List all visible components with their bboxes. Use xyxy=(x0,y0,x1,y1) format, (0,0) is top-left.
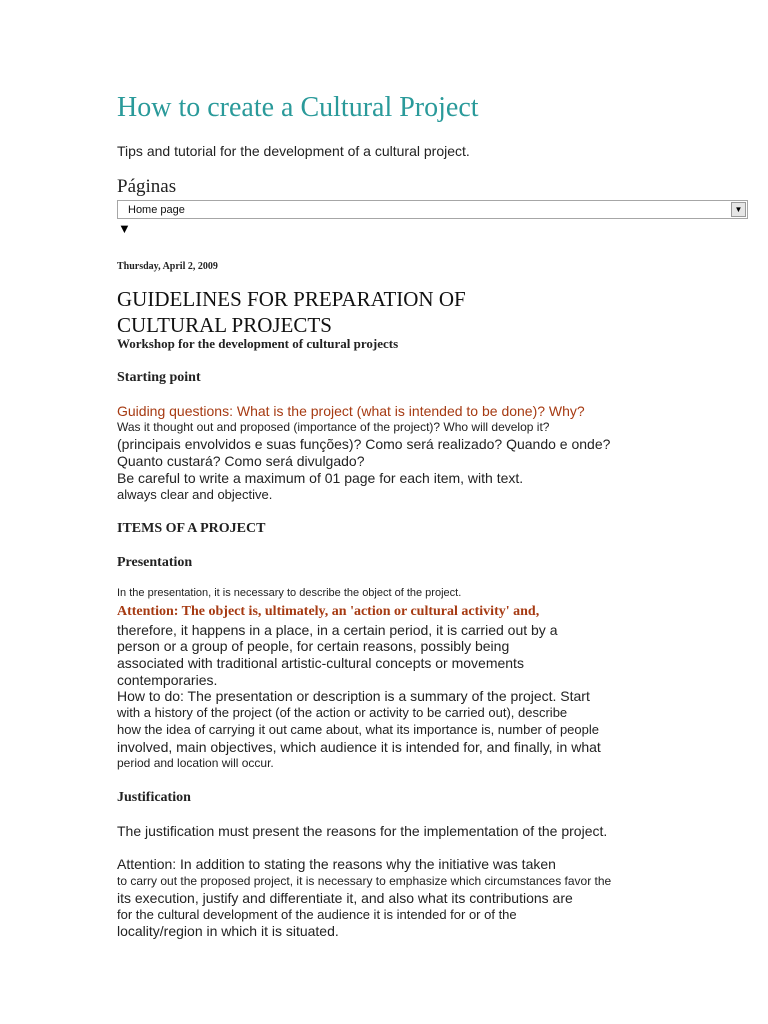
starting-point-heading: Starting point xyxy=(117,370,201,385)
presentation-line: In the presentation, it is necessary to describe the object of the project. xyxy=(117,587,462,599)
presentation-line: therefore, it happens in a place, in a certain period, it is carried out by a xyxy=(117,622,558,638)
post-title xyxy=(117,286,637,338)
guiding-questions: Guiding questions: What is the project (what is intended to be done)? Why? xyxy=(117,403,585,419)
starting-point-line: Be careful to write a maximum of 01 page for each item, with text. xyxy=(117,470,524,486)
blog-title[interactable]: How to create a Cultural Project xyxy=(117,92,479,123)
presentation-line: How to do: The presentation or description is a summary of the project. Start xyxy=(117,688,590,704)
justification-line: its execution, justify and differentiate it, and also what its contributions are xyxy=(117,890,573,906)
post-date: Thursday, April 2, 2009 xyxy=(117,261,218,272)
starting-point-line: (principais envolvidos e suas funções)? Como será realizado? Quando e onde? xyxy=(117,436,611,452)
presentation-line: period and location will occur. xyxy=(117,756,274,770)
presentation-line: associated with traditional artistic-cultural concepts or movements xyxy=(117,655,524,671)
justification-line: Attention: In addition to stating the reasons why the initiative was taken xyxy=(117,856,556,872)
presentation-heading: Presentation xyxy=(117,555,193,570)
justification-heading: Justification xyxy=(117,790,191,805)
presentation-attention: Attention: The object is, ultimately, an 'action or cultural activity' and, xyxy=(117,604,540,619)
pages-heading: Páginas xyxy=(117,176,177,197)
post-subtitle: Workshop for the development of cultural projects xyxy=(117,336,399,351)
post-title-line-1: GUIDELINES FOR PREPARATION OF xyxy=(117,287,466,311)
justification-line: The justification must present the reasons for the implementation of the project. xyxy=(117,823,608,839)
pages-select[interactable] xyxy=(117,200,748,219)
presentation-line: person or a group of people, for certain reasons, possibly being xyxy=(117,638,510,654)
items-heading: ITEMS OF A PROJECT xyxy=(117,521,266,536)
blog-description: Tips and tutorial for the development of a cultural project. xyxy=(117,143,470,159)
justification-line: to carry out the proposed project, it is necessary to emphasize which circumstances favor the xyxy=(117,874,612,888)
justification-line: locality/region in which it is situated. xyxy=(117,923,339,939)
presentation-line: involved, main objectives, which audience it is intended for, and finally, in what xyxy=(117,739,601,755)
presentation-line: contemporaries. xyxy=(117,672,218,688)
starting-point-line: Was it thought out and proposed (importance of the project)? Who will develop it? xyxy=(117,420,550,434)
pages-select-value: Home page xyxy=(128,204,185,216)
starting-point-line: Quanto custará? Como será divulgado? xyxy=(117,453,365,469)
chevron-down-icon[interactable]: ▼ xyxy=(731,202,746,217)
post-title-line-2: CULTURAL PROJECTS xyxy=(117,313,332,337)
starting-point-line: always clear and objective. xyxy=(117,487,273,502)
presentation-line: how the idea of carrying it out came about, what its importance is, number of people xyxy=(117,722,599,737)
justification-line: for the cultural development of the audience it is intended for or of the xyxy=(117,907,517,922)
presentation-line: with a history of the project (of the action or activity to be carried out), describe xyxy=(117,705,568,720)
expand-triangle-icon[interactable]: ▼ xyxy=(118,221,131,236)
